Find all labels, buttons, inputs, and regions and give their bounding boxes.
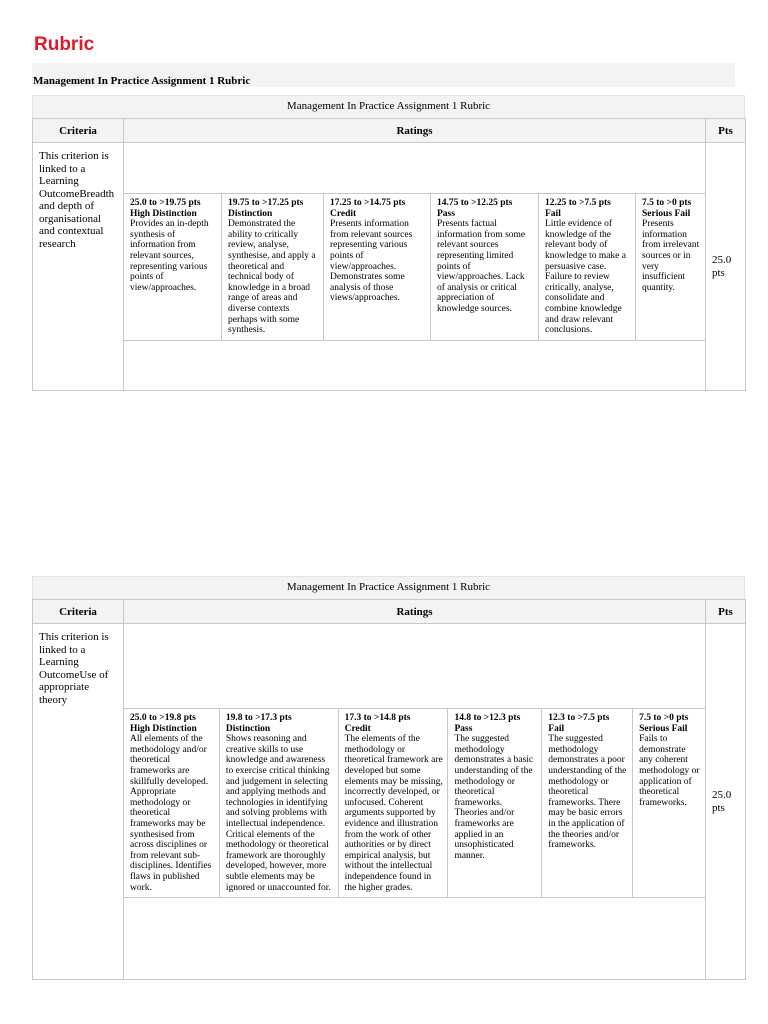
rating-range: 14.75 to >12.25 pts	[437, 198, 513, 208]
criteria-header: Criteria	[33, 600, 124, 624]
rubric-table-2	[32, 576, 745, 980]
ratings-cell	[124, 624, 706, 980]
page-title: Rubric	[34, 34, 95, 55]
rating-description: All elements of the methodology and/or theoretical frameworks are skillfully developed. Appropriate methodology or theoretical frameworks may be synthesised from across disciplines or from relevant sub-disciplines. Identifies flaws in published work.	[130, 734, 212, 893]
rating-grade: Fail	[545, 208, 561, 219]
rating-range: 17.3 to >14.8 pts	[344, 713, 411, 723]
rating-description: Shows reasoning and creative skills to use knowledge and awareness to exercise critical thinking and judgement in selecting and applying methods and technologies in identifying and solving problems with intellectual independence. Critical elements of the methodology or theoretical framework are thoroughly developed, however, more subtle elements may be ignored or unaccounted for.	[225, 734, 331, 893]
ratings-row	[124, 708, 705, 898]
rating-credit	[324, 194, 431, 340]
rubric-subtitle: Management In Practice Assignment 1 Rubric	[32, 63, 735, 87]
rating-grade: Serious Fail	[639, 723, 688, 734]
rating-description: Presents factual information from some relevant sources representing limited points of view/approaches. Lack of analysis or critical appreciation of knowledge sources.	[437, 219, 526, 314]
rating-range: 25.0 to >19.75 pts	[130, 198, 201, 208]
rating-range: 17.25 to >14.75 pts	[330, 198, 406, 208]
rating-grade: Distinction	[225, 723, 271, 734]
rating-fail	[539, 194, 636, 340]
rating-description: The elements of the methodology or theoretical framework are developed but some elements may be missing, incorrectly developed, or unfocused. Coherent arguments supported by evidence and illustration from the work of other authorities or by direct empirical analysis, but without the intellectual independence found in the higher grades.	[344, 734, 443, 893]
rating-description: Provides an in-depth synthesis of information from relevant sources, representing various points of view/approaches.	[130, 219, 209, 293]
rating-grade: Fail	[548, 723, 565, 734]
ratings-row	[124, 193, 705, 341]
rating-description: Fails to demonstrate any coherent methodology or application of theoretical frameworks.	[639, 734, 700, 808]
rubric-caption: Management In Practice Assignment 1 Rubric	[32, 95, 745, 118]
rating-pass	[448, 709, 542, 897]
rating-grade: High Distinction	[130, 208, 197, 219]
rating-grade: Pass	[437, 208, 455, 219]
rating-high-distinction	[124, 194, 222, 340]
rating-serious-fail	[633, 709, 705, 897]
rating-grade: Pass	[454, 723, 473, 734]
rating-credit	[339, 709, 449, 897]
rating-range: 14.8 to >12.3 pts	[454, 713, 521, 723]
rating-range: 19.8 to >17.3 pts	[225, 713, 292, 723]
ratings-header: Ratings	[124, 600, 706, 624]
rating-grade: Credit	[344, 723, 371, 734]
rating-grade: Distinction	[228, 208, 273, 219]
rating-range: 25.0 to >19.8 pts	[130, 713, 196, 723]
rating-range: 7.5 to >0 pts	[639, 713, 689, 723]
rating-distinction	[222, 194, 324, 340]
rating-range: 12.3 to >7.5 pts	[548, 713, 610, 723]
rubric-table-1	[32, 95, 745, 391]
rating-fail	[542, 709, 633, 897]
rating-range: 12.25 to >7.5 pts	[545, 198, 611, 208]
pts-header: Pts	[706, 119, 746, 143]
rating-description: Presents information from irrelevant sources or in very insufficient quantity.	[642, 219, 700, 293]
ratings-cell	[124, 143, 706, 391]
criteria-header: Criteria	[33, 119, 124, 143]
rubric-caption: Management In Practice Assignment 1 Rubric	[32, 576, 745, 599]
ratings-header: Ratings	[124, 119, 706, 143]
rating-high-distinction	[124, 709, 220, 897]
rating-description: The suggested methodology demonstrates a poor understanding of the methodology or theoretical frameworks. There may be basic errors in the application of the theories and/or frameworks.	[548, 734, 627, 851]
rubric-grid	[32, 599, 746, 980]
criterion-points: 25.0 pts	[706, 143, 746, 391]
rating-description: Presents information from relevant sources representing various points of view/approaches. Demonstrates some analysis of those views/approaches.	[330, 219, 413, 304]
rating-grade: Credit	[330, 208, 357, 219]
rating-description: Little evidence of knowledge of the relevant body of knowledge to make a persuasive case. Failure to review critically, analyse, consolidate and combine knowledge and draw relevant conclusions.	[545, 219, 626, 336]
rating-pass	[431, 194, 539, 340]
rating-distinction	[220, 709, 339, 897]
pts-header: Pts	[706, 600, 746, 624]
criterion-description: This criterion is linked to a Learning OutcomeBreadth and depth of organisational and contextual research	[33, 143, 124, 391]
criterion-description: This criterion is linked to a Learning OutcomeUse of appropriate theory	[33, 624, 124, 980]
rating-serious-fail	[636, 194, 705, 340]
rating-range: 7.5 to >0 pts	[642, 198, 692, 208]
rating-description: The suggested methodology demonstrates a basic understanding of the methodology or theoretical frameworks. Theories and/or frameworks are applied in an unsophisticated manner.	[454, 734, 534, 861]
rubric-grid	[32, 118, 746, 391]
rating-grade: High Distinction	[130, 723, 197, 734]
criterion-points: 25.0 pts	[706, 624, 746, 980]
rating-grade: Serious Fail	[642, 208, 691, 219]
rating-range: 19.75 to >17.25 pts	[228, 198, 304, 208]
rating-description: Demonstrated the ability to critically review, analyse, synthesise, and apply a theoretical and technical body of knowledge in a broad range of areas and diverse contexts perhaps with some synthesis.	[228, 219, 316, 336]
